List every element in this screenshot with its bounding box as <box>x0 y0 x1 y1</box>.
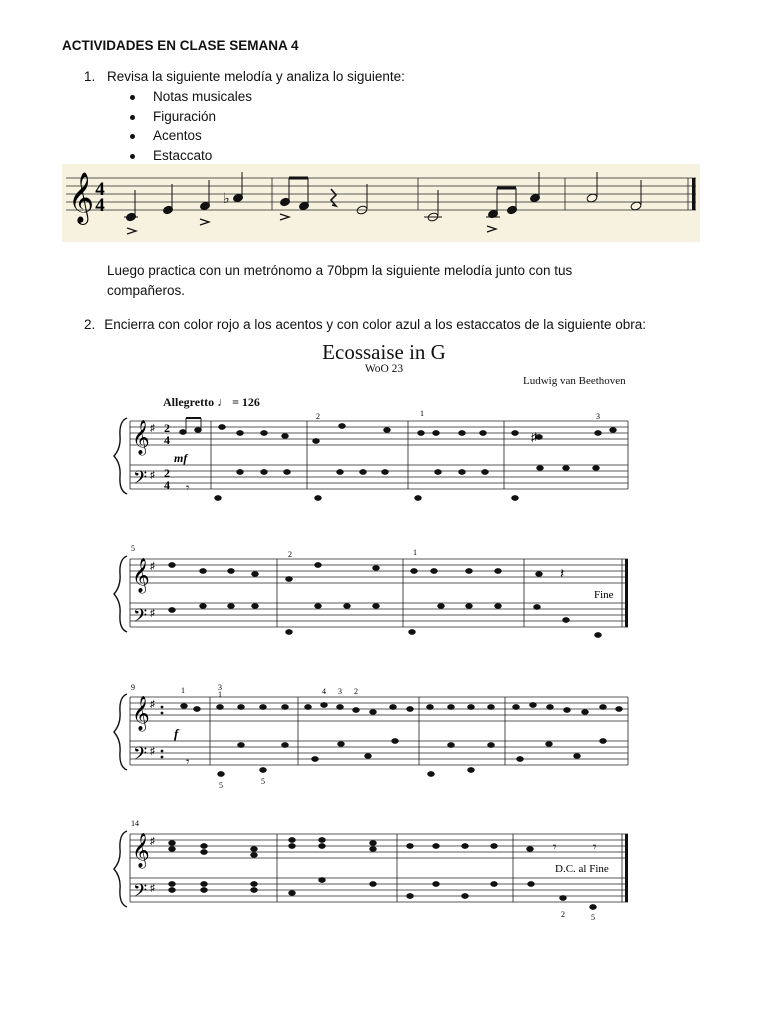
fingering: 1 <box>181 686 185 695</box>
time-sig-top: 2 <box>164 421 170 435</box>
question-number: 2. <box>84 317 96 332</box>
analysis-list <box>130 89 252 167</box>
key-sharp-icon: ♯ <box>150 561 155 572</box>
fingering: 1 <box>420 409 424 418</box>
document-title: ACTIVIDADES EN CLASE SEMANA 4 <box>62 38 299 53</box>
score-system-4 <box>0 816 768 926</box>
score-system-1 <box>0 405 768 505</box>
time-sig-bottom: 4 <box>164 433 170 447</box>
fingering: 1 <box>413 548 417 557</box>
practice-paragraph: Luego practica con un metrónomo a 70bpm la siguiente melodía junto con tus compañeros. <box>107 263 573 298</box>
bass-clef-icon: 𝄢 <box>133 605 148 630</box>
eighth-rest-icon: 𝄾 <box>186 480 190 495</box>
score-catalog: WoO 23 <box>364 363 404 375</box>
fingering: 3 <box>338 687 342 696</box>
key-sharp-icon: ♯ <box>150 883 155 894</box>
key-sharp-icon: ♯ <box>150 699 155 710</box>
time-sig-top: 2 <box>164 466 170 480</box>
treble-clef-icon: 𝄞 <box>132 834 150 867</box>
fingering: 2 <box>561 910 565 919</box>
measure-number: 9 <box>131 683 135 692</box>
list-item: Estaccato <box>130 148 252 168</box>
fingering: 3 <box>596 412 600 421</box>
eighth-rest-icon: 𝄾 <box>553 839 557 854</box>
eighth-rest-icon: 𝄾 <box>593 839 597 854</box>
bass-clef-icon: 𝄢 <box>133 880 148 905</box>
list-item: Figuración <box>130 109 252 129</box>
fingering: 2 <box>316 412 320 421</box>
sharp-icon: ♯ <box>531 430 537 444</box>
score-system-3 <box>0 680 768 790</box>
score-system-2 <box>0 540 768 640</box>
fingering: 4 <box>322 687 326 696</box>
list-item: Acentos <box>130 128 252 148</box>
bass-clef-icon: 𝄢 <box>133 467 148 492</box>
key-sharp-icon: ♯ <box>150 608 155 619</box>
list-item: Notas musicales <box>130 89 252 109</box>
treble-clef-icon: 𝄞 <box>132 421 150 454</box>
key-sharp-icon: ♯ <box>150 423 155 434</box>
time-sig-bottom: 4 <box>95 195 105 216</box>
key-sharp-icon: ♯ <box>150 470 155 481</box>
measure-number: 5 <box>131 544 135 553</box>
fingering: 2 <box>288 550 292 559</box>
svg-text:♭: ♭ <box>223 190 230 206</box>
time-sig-top: 4 <box>95 179 105 200</box>
fingering: 1 <box>218 690 222 699</box>
fingering: 5 <box>591 913 595 922</box>
tempo-marking: Allegretto ♩ = 126 <box>163 395 260 409</box>
time-sig-bottom: 4 <box>164 478 170 492</box>
melody-staff <box>0 164 768 244</box>
fingering: 5 <box>261 777 265 786</box>
key-sharp-icon: ♯ <box>150 746 155 757</box>
question-number: 1. <box>84 69 96 84</box>
eighth-rest-icon: 𝄾 <box>186 754 190 769</box>
bass-clef-icon: 𝄢 <box>133 743 148 768</box>
composer: Ludwig van Beethoven <box>523 375 626 387</box>
key-sharp-icon: ♯ <box>150 836 155 847</box>
fingering: 2 <box>354 687 358 696</box>
treble-clef-icon: 𝄞 <box>132 559 150 592</box>
treble-clef-icon: 𝄞 <box>132 697 150 730</box>
score-title: Ecossaise in G <box>322 340 446 364</box>
fine-marking: Fine <box>594 589 614 601</box>
dynamic-marking: f <box>174 726 179 741</box>
treble-clef-icon: 𝄞 <box>68 173 95 222</box>
measure-number: 14 <box>131 819 139 828</box>
question-text: Revisa la siguiente melodía y analiza lo siguiente: <box>107 69 405 84</box>
question-2 <box>84 317 646 332</box>
quarter-rest-icon: 𝄽 <box>560 567 565 582</box>
fingering: 3 <box>218 683 222 692</box>
fingering: 5 <box>219 781 223 790</box>
dynamic-marking: mf <box>174 451 188 465</box>
dc-al-fine-marking: D.C. al Fine <box>555 863 609 875</box>
question-text: Encierra con color rojo a los acentos y con color azul a los estaccatos de la siguiente obra: <box>104 317 647 332</box>
